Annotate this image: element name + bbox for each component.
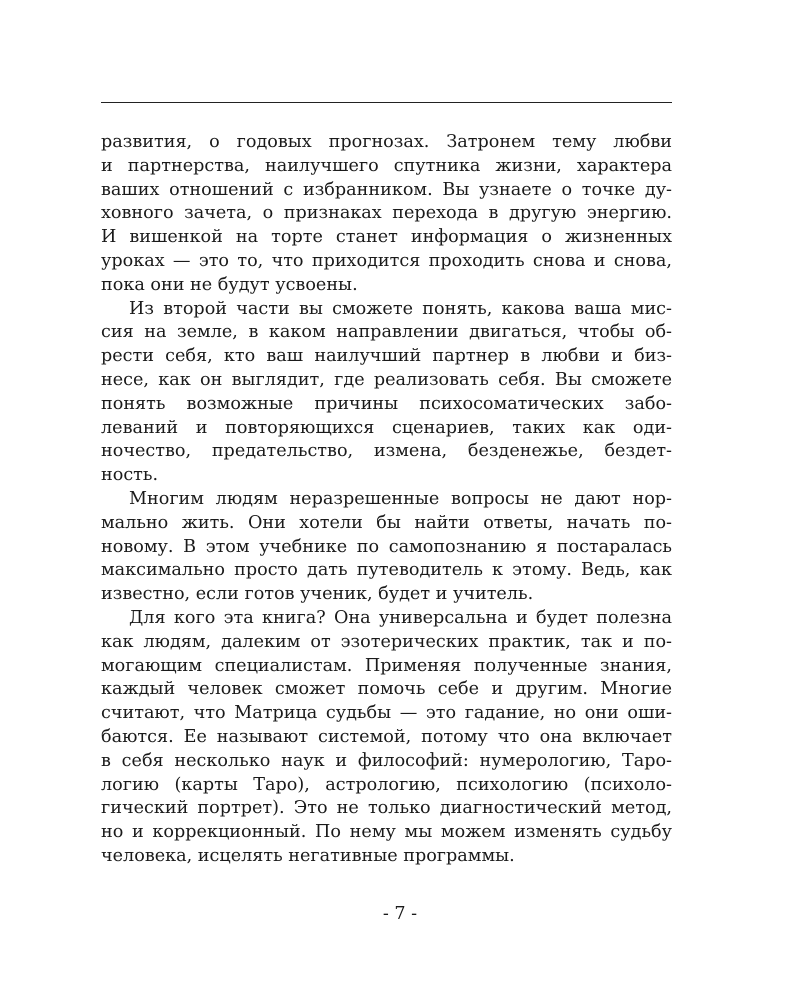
text-line: ховного зачета, о признаках перехода в другую энергию. (101, 203, 672, 224)
text-line: логию (карты Таро), астрологию, психологию (психоло- (101, 774, 672, 795)
text-line: ваших отношений с избранником. Вы узнаете о точке ду- (101, 179, 672, 200)
text-line: новому. В этом учебнике по самопознанию я постаралась (101, 536, 672, 557)
text-line: пока они не будут усвоены. (101, 274, 358, 295)
text-line: максимально просто дать путеводитель к этому. Ведь, как (101, 560, 672, 581)
text-line: Из второй части вы сможете понять, какова ваша мис- (129, 298, 672, 319)
body-text (101, 131, 672, 869)
text-line: ность. (101, 465, 159, 486)
text-line: гический портрет). Это не только диагностический метод, (101, 798, 672, 819)
text-line: ночество, предательство, измена, безденежье, бездет- (101, 441, 672, 462)
text-line: как людям, далеким от эзотерических практик, так и по- (101, 631, 672, 652)
text-line: уроках — это то, что приходится проходить снова и снова, (101, 250, 672, 271)
text-line: И вишенкой на торте станет информация о жизненных (101, 227, 672, 248)
text-line: в себя несколько наук и философий: нумерологию, Таро- (101, 750, 672, 771)
text-line: несе, как он выглядит, где реализовать себя. Вы сможете (101, 369, 672, 390)
text-line: рести себя, кто ваш наилучший партнер в любви и биз- (101, 346, 672, 367)
text-line: развития, о годовых прогнозах. Затронем тему любви (101, 132, 672, 152)
text-line: леваний и повторяющихся сценариев, таких как оди- (101, 417, 672, 438)
text-line: могающим специалистам. Применяя полученные знания, (101, 655, 672, 676)
page-number: - 7 - (382, 904, 418, 924)
text-line: баются. Ее называют системой, потому что она включает (101, 726, 672, 747)
text-line: считают, что Матрица судьбы — это гадание, но они оши- (101, 703, 672, 724)
text-line: но и коррекционный. По нему мы можем изменять судьбу (101, 822, 672, 843)
text-line: известно, если готов ученик, будет и учитель. (101, 584, 534, 605)
text-line: Многим людям неразрешенные вопросы не дают нор- (129, 488, 672, 509)
text-line: сия на земле, в каком направлении двигаться, чтобы об- (101, 322, 672, 343)
text-line: понять возможные причины психосоматических забо- (101, 393, 672, 414)
header-rule (101, 102, 672, 103)
text-line: человека, исцелять негативные программы. (101, 845, 515, 866)
text-line: мально жить. Они хотели бы найти ответы, начать по- (101, 512, 672, 533)
text-line: каждый человек сможет помочь себе и другим. Многие (101, 679, 672, 700)
text-line: Для кого эта книга? Она универсальна и будет полезна (129, 607, 672, 628)
text-line: и партнерства, наилучшего спутника жизни, характера (101, 155, 672, 176)
